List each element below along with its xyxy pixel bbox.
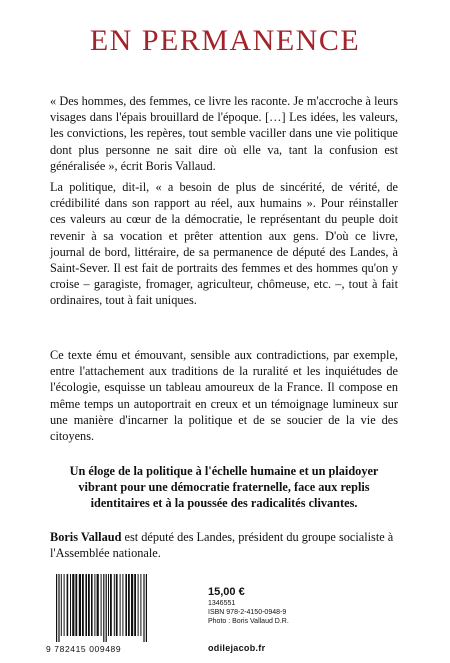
isbn: ISBN 978-2-4150-0948-9 xyxy=(208,609,287,616)
barcode-bar xyxy=(108,574,109,636)
barcode-bar xyxy=(125,574,127,636)
barcode-bar xyxy=(82,574,84,636)
barcode-bar xyxy=(116,574,118,636)
barcode-bar xyxy=(143,574,144,642)
barcode-bar xyxy=(64,574,65,636)
price-block xyxy=(208,586,318,626)
barcode-bar xyxy=(106,574,107,642)
photo-credit: Photo : Boris Vallaud D.R. xyxy=(208,618,289,625)
barcode-bar xyxy=(134,574,136,636)
author-name: Boris Vallaud xyxy=(50,530,122,544)
barcode-digits: 9 782415 009489 xyxy=(46,644,122,654)
barcode-bar xyxy=(114,574,115,636)
barcode-bar xyxy=(101,574,102,636)
barcode-bar xyxy=(75,574,77,636)
barcode-bar xyxy=(58,574,59,642)
barcode-bar xyxy=(79,574,81,636)
barcode-bar xyxy=(138,574,139,636)
paragraph-3: Ce texte ému et émouvant, sensible aux contradictions, par exemple, entre l'attachement aux traditions de la ruralité et les inquiétudes de l'écologie, esquisse un tableau amoureux de la France. Il compose en même temps un autoportrait en creux et un témoignage lumineux sur une manière d'incarner la politique et de se soucier de la vie des citoyens. xyxy=(50,348,398,444)
barcode-bar xyxy=(131,574,133,636)
paragraph-2: La politique, dit-il, « a besoin de plus de sincérité, de vérité, de crédibilité dans son rapport au réel, aux humains ». Pour réinstaller ces valeurs au cœur de la démocratie, le représentant du peuple doit revenir à sa vocation et prêter attention aux gens. D'où ce livre, journal de bord, littéraire, de sa permanence de député des Landes, à Saint-Sever. Il est fait de portraits des femmes et des hommes qu'on y croise – garagiste, fromager, agriculteur, chômeuse, etc. –, tout à fait ordinaires, tout à fait uniques. xyxy=(50,180,398,308)
highlight-statement: Un éloge de la politique à l'échelle humaine et un plaidoyer vibrant pour une démocratie fraternelle, face aux replis identitaires et à la poussée des radicalités clivantes. xyxy=(69,464,379,511)
barcode-bar xyxy=(85,574,87,636)
barcode-bar xyxy=(91,574,93,636)
barcode-bars xyxy=(46,572,196,644)
barcode-bar xyxy=(110,574,112,636)
price: 15,00 € xyxy=(208,586,245,598)
paragraph-1: « Des hommes, des femmes, ce livre les raconte. Je m'accroche à leurs visages dans l'épais brouillard de l'époque. […] Les idées, les valeurs, les convictions, les repères, tout semble vaciller dans une vie politique dont plus personne ne sait dire où elle va, tant la confusion est généralisée », écrit Boris Vallaud. xyxy=(50,94,398,173)
barcode-bar xyxy=(140,574,141,636)
barcode xyxy=(46,572,196,656)
barcode-bar xyxy=(61,574,62,636)
reference-code: 1346551 xyxy=(208,600,236,607)
publisher-website: odilejacob.fr xyxy=(208,643,266,653)
barcode-bar xyxy=(146,574,147,642)
barcode-bar xyxy=(120,574,121,636)
barcode-bar xyxy=(94,574,95,636)
barcode-bar xyxy=(67,574,69,636)
barcode-bar xyxy=(122,574,123,636)
author-bio-text: est député des Landes, président du groupe socialiste à l'Assemblée nationale. xyxy=(50,530,394,561)
barcode-bar xyxy=(88,574,90,636)
book-title: EN PERMANENCE xyxy=(89,24,361,57)
barcode-bar xyxy=(128,574,130,636)
barcode-bar xyxy=(97,574,99,636)
barcode-bar xyxy=(56,574,57,642)
barcode-bar xyxy=(70,574,71,636)
author-bio xyxy=(50,529,398,561)
barcode-bar xyxy=(72,574,74,636)
barcode-bar xyxy=(103,574,104,642)
